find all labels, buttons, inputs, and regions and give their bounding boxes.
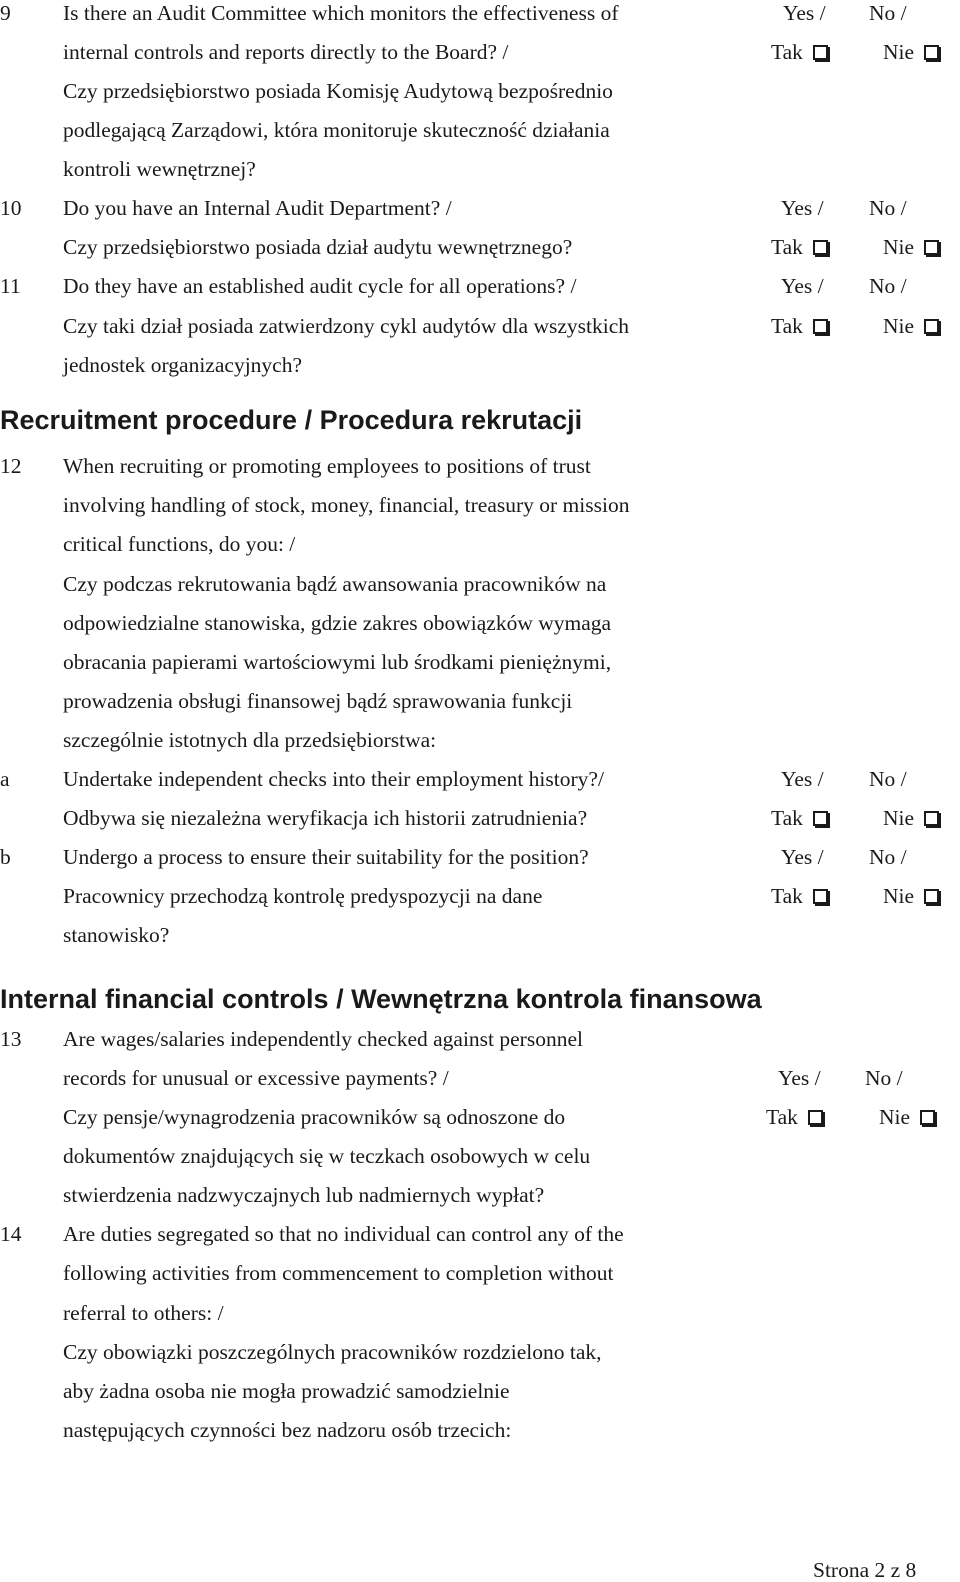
- no-label: No /: [869, 196, 907, 220]
- yes-label: Yes /: [781, 196, 824, 220]
- question-text: Czy podczas rekrutowania bądź awansowania pracowników na: [63, 572, 607, 596]
- question-13-line-1: [0, 1019, 960, 1059]
- question-12b-line-3: [0, 915, 960, 955]
- nie-option: [883, 798, 939, 838]
- question-12-line-8: [0, 720, 960, 760]
- question-12a-line-2: [0, 798, 960, 838]
- question-13-line-2: [0, 1058, 960, 1098]
- question-number: 10: [0, 196, 22, 220]
- question-13-line-5: [0, 1175, 960, 1215]
- question-12-line-6: [0, 642, 960, 682]
- question-9-line-2: [0, 32, 960, 72]
- question-number: a: [0, 767, 10, 791]
- yes-label: Yes /: [783, 1, 826, 25]
- tak-option: [766, 1097, 823, 1137]
- question-text: Are duties segregated so that no individual can control any of the: [63, 1222, 624, 1246]
- question-number: 12: [0, 454, 22, 478]
- question-text: Undertake independent checks into their employment history?/: [63, 767, 604, 791]
- question-text: Do you have an Internal Audit Department? /: [63, 196, 452, 220]
- question-number: b: [0, 845, 11, 869]
- question-text: stanowisko?: [63, 923, 170, 947]
- question-text: Pracownicy przechodzą kontrolę predyspozycji na dane: [63, 884, 543, 908]
- question-number: 11: [0, 274, 21, 298]
- question-11-line-3: [0, 345, 960, 385]
- question-text: podlegającą Zarządowi, która monitoruje skuteczność działania: [63, 118, 610, 142]
- question-9-line-1: [0, 0, 960, 33]
- question-10-line-1: [0, 188, 960, 228]
- question-11-line-2: [0, 306, 960, 346]
- question-text: obracania papierami wartościowymi lub środkami pieniężnymi,: [63, 650, 612, 674]
- question-13-line-4: [0, 1136, 960, 1176]
- question-text: following activities from commencement to completion without: [63, 1261, 614, 1285]
- yes-label: Yes /: [781, 845, 824, 869]
- question-text: stwierdzenia nadzwyczajnych lub nadmiernych wypłat?: [63, 1183, 545, 1207]
- question-12-line-4: [0, 564, 960, 604]
- no-label: No /: [869, 1, 907, 25]
- yes-label: Yes /: [781, 274, 824, 298]
- nie-checkbox[interactable]: [920, 1110, 935, 1125]
- tak-checkbox[interactable]: [813, 811, 828, 826]
- question-text: prowadzenia obsługi finansowej bądź sprawowania funkcji: [63, 689, 573, 713]
- question-text: dokumentów znajdujących się w teczkach osobowych w celu: [63, 1144, 591, 1168]
- tak-label: Tak: [771, 40, 803, 64]
- question-text: Is there an Audit Committee which monitors the effectiveness of: [63, 1, 619, 25]
- question-14-line-4: [0, 1332, 960, 1372]
- question-9-line-4: [0, 110, 960, 150]
- question-text: Czy pensje/wynagrodzenia pracowników są odnoszone do: [63, 1105, 566, 1129]
- section-heading-recruitment: Recruitment procedure / Procedura rekrutacji: [0, 405, 583, 435]
- nie-option: [883, 306, 939, 346]
- nie-checkbox[interactable]: [924, 319, 939, 334]
- tak-option: [771, 306, 828, 346]
- question-12-line-2: [0, 485, 960, 525]
- nie-label: Nie: [883, 40, 915, 64]
- question-12-line-3: [0, 524, 960, 564]
- nie-label: Nie: [883, 884, 915, 908]
- tak-label: Tak: [766, 1105, 798, 1129]
- question-12-line-7: [0, 681, 960, 721]
- nie-option: [883, 32, 939, 72]
- question-14-line-1: [0, 1214, 960, 1254]
- tak-option: [771, 32, 828, 72]
- tak-label: Tak: [771, 884, 803, 908]
- tak-option: [771, 227, 828, 267]
- no-label: No /: [869, 767, 907, 791]
- question-text: When recruiting or promoting employees to positions of trust: [63, 454, 591, 478]
- no-label: No /: [869, 845, 907, 869]
- tak-option: [771, 798, 828, 838]
- question-text: kontroli wewnętrznej?: [63, 157, 256, 181]
- question-text: aby żadna osoba nie mogła prowadzić samodzielnie: [63, 1379, 510, 1403]
- question-text: Odbywa się niezależna weryfikacja ich historii zatrudnienia?: [63, 806, 588, 830]
- question-text: Czy przedsiębiorstwo posiada dział audytu wewnętrznego?: [63, 235, 573, 259]
- nie-checkbox[interactable]: [924, 240, 939, 255]
- question-text: Undergo a process to ensure their suitability for the position?: [63, 845, 589, 869]
- question-12b-line-1: [0, 837, 960, 877]
- nie-label: Nie: [883, 235, 915, 259]
- nie-checkbox[interactable]: [924, 45, 939, 60]
- tak-checkbox[interactable]: [808, 1110, 823, 1125]
- question-12a-line-1: [0, 759, 960, 799]
- question-text: Are wages/salaries independently checked against personnel: [63, 1027, 583, 1051]
- tak-option: [771, 876, 828, 916]
- nie-label: Nie: [879, 1105, 911, 1129]
- question-10-line-2: [0, 227, 960, 267]
- question-text: Czy przedsiębiorstwo posiada Komisję Audytową bezpośrednio: [63, 79, 613, 103]
- question-number: 9: [0, 1, 11, 25]
- question-14-line-3: [0, 1293, 960, 1333]
- question-text: jednostek organizacyjnych?: [63, 353, 302, 377]
- nie-checkbox[interactable]: [924, 811, 939, 826]
- question-text: critical functions, do you: /: [63, 532, 296, 556]
- yes-label: Yes /: [781, 767, 824, 791]
- tak-label: Tak: [771, 806, 803, 830]
- tak-checkbox[interactable]: [813, 889, 828, 904]
- question-14-line-5: [0, 1371, 960, 1411]
- tak-label: Tak: [771, 314, 803, 338]
- nie-option: [883, 876, 939, 916]
- nie-checkbox[interactable]: [924, 889, 939, 904]
- question-9-line-3: [0, 71, 960, 111]
- question-text: Czy taki dział posiada zatwierdzony cykl audytów dla wszystkich: [63, 314, 630, 338]
- question-12-line-1: [0, 446, 960, 486]
- question-number: 14: [0, 1222, 22, 1246]
- nie-option: [883, 227, 939, 267]
- question-text: Czy obowiązki poszczególnych pracowników rozdzielono tak,: [63, 1340, 602, 1364]
- question-text: records for unusual or excessive payments? /: [63, 1066, 449, 1090]
- question-11-line-1: [0, 266, 960, 306]
- nie-option: [879, 1097, 935, 1137]
- yes-label: Yes /: [778, 1066, 821, 1090]
- no-label: No /: [865, 1066, 903, 1090]
- no-label: No /: [869, 274, 907, 298]
- question-9-line-5: [0, 149, 960, 189]
- question-13-line-3: [0, 1097, 960, 1137]
- question-14-line-2: [0, 1253, 960, 1293]
- page-number: Strona 2 z 8: [813, 1558, 917, 1582]
- tak-checkbox[interactable]: [813, 319, 828, 334]
- nie-label: Nie: [883, 806, 915, 830]
- question-14-line-6: [0, 1410, 960, 1450]
- question-12-line-5: [0, 603, 960, 643]
- question-text: odpowiedzialne stanowiska, gdzie zakres obowiązków wymaga: [63, 611, 612, 635]
- tak-label: Tak: [771, 235, 803, 259]
- question-text: internal controls and reports directly to the Board? /: [63, 40, 509, 64]
- tak-checkbox[interactable]: [813, 240, 828, 255]
- tak-checkbox[interactable]: [813, 45, 828, 60]
- section-heading-financial-controls: Internal financial controls / Wewnętrzna kontrola finansowa: [0, 984, 762, 1014]
- question-text: Do they have an established audit cycle for all operations? /: [63, 274, 577, 298]
- question-text: referral to others: /: [63, 1301, 224, 1325]
- nie-label: Nie: [883, 314, 915, 338]
- question-12b-line-2: [0, 876, 960, 916]
- question-text: involving handling of stock, money, financial, treasury or mission: [63, 493, 630, 517]
- question-text: następujących czynności bez nadzoru osób trzecich:: [63, 1418, 512, 1442]
- question-text: szczególnie istotnych dla przedsiębiorstwa:: [63, 728, 437, 752]
- question-number: 13: [0, 1027, 22, 1051]
